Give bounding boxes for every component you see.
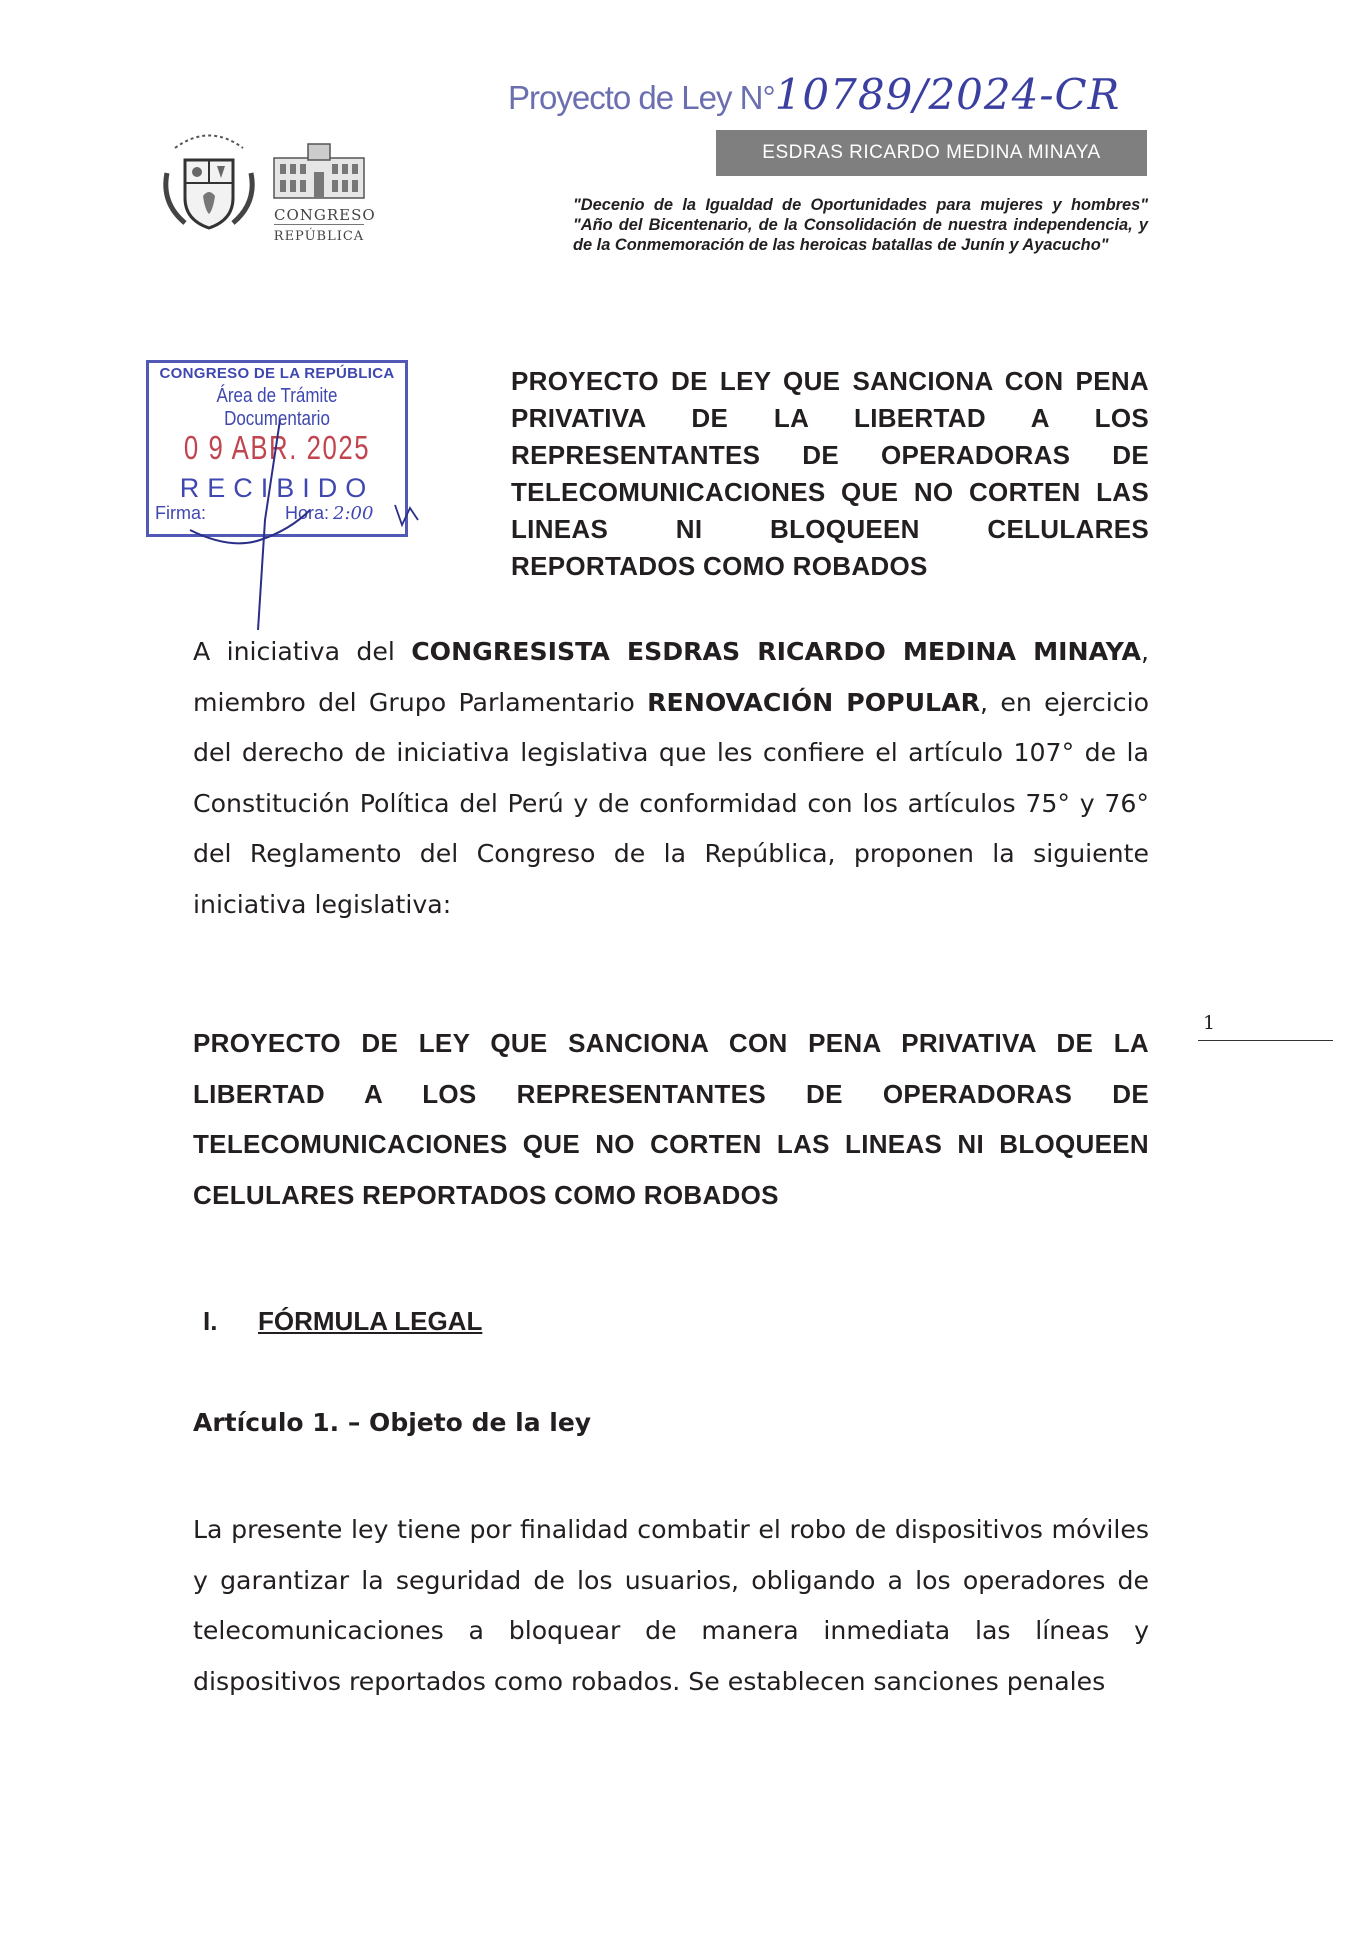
proyecto-number	[508, 70, 1120, 119]
page-number: 1	[1203, 1012, 1216, 1034]
congreso-logo	[268, 140, 376, 244]
page-number-rule	[1198, 1040, 1333, 1041]
logo-republica-text: REPÚBLICA	[273, 229, 365, 244]
header-motto: "Decenio de la Igualdad de Oportunidades para mujeres y hombres" "Año del Bicentenario, de la Consolidación de nuestra independencia, y de la Conmemoración de las heroicas batallas de Junín y Ayacucho"	[573, 196, 1148, 254]
stamp-congreso-label: CONGRESO DE LA REPÚBLICA	[159, 365, 395, 382]
section-title: FÓRMULA LEGAL	[258, 1306, 483, 1336]
handwritten-signature	[170, 400, 430, 640]
peru-shield-logo	[155, 128, 263, 238]
stamp-status: RECIBIDO	[179, 473, 375, 503]
article-text: La presente ley tiene por finalidad combatir el robo de dispositivos móviles y garantizar la seguridad de los usuarios, obligando a los operadores de telecomunicaciones a bloquear de manera inmediata las líneas y dispositivos reportados como robados. Se establecen sanciones penales	[193, 1515, 1149, 1696]
proyecto-number-handwritten: 10789/2024-CR	[774, 70, 1121, 119]
proyecto-prefix: Proyecto de Ley N°	[508, 79, 775, 116]
grupo-parlamentario: RENOVACIÓN POPULAR	[647, 687, 980, 717]
intro-paragraph: A iniciativa del CONGRESISTA ESDRAS RICARDO MEDINA MINAYA, miembro del Grupo Parlamentario RENOVACIÓN POPULAR, en ejercicio del derecho de iniciativa legislativa que les confiere el artículo 107° de la Constitución Política del Perú y de conformidad con los artículos 75° y 76° del Reglamento del Congreso de la República, proponen la siguiente iniciativa legislativa:	[193, 637, 1150, 919]
section-number: I.	[203, 1306, 218, 1336]
article-title: Artículo 1. – Objeto de la ley	[193, 1408, 592, 1437]
document-title: PROYECTO DE LEY QUE SANCIONA CON PENA PRIVATIVA DE LA LIBERTAD A LOS REPRESENTANTES DE OPERADORAS DE TELECOMUNICACIONES QUE NO CORTEN LAS LINEAS NI BLOQUEEN CELULARES REPORTADOS COMO ROBADOS	[511, 366, 1149, 581]
author-banner: ESDRAS RICARDO MEDINA MINAYA	[716, 130, 1147, 176]
congresista-name: CONGRESISTA ESDRAS RICARDO MEDINA MINAYA	[411, 637, 1141, 666]
document-title-repeat: PROYECTO DE LEY QUE SANCIONA CON PENA PRIVATIVA DE LA LIBERTAD A LOS REPRESENTANTES DE OPERADORAS DE TELECOMUNICACIONES QUE NO CORTEN LAS LINEAS NI BLOQUEEN CELULARES REPORTADOS COMO ROBADOS	[193, 1028, 1149, 1210]
stamp-date: 0 9 ABR. 2025	[183, 429, 371, 466]
stamp-firma-label: Firma:	[155, 503, 206, 523]
stamp-hora-value: 2:00	[333, 503, 374, 524]
logo-congreso-text: CONGRESO	[274, 206, 376, 224]
stamp-hora-label: Hora: 2:00	[285, 503, 374, 524]
stamp-area-label: Área de Trámite Documentario	[216, 385, 338, 430]
